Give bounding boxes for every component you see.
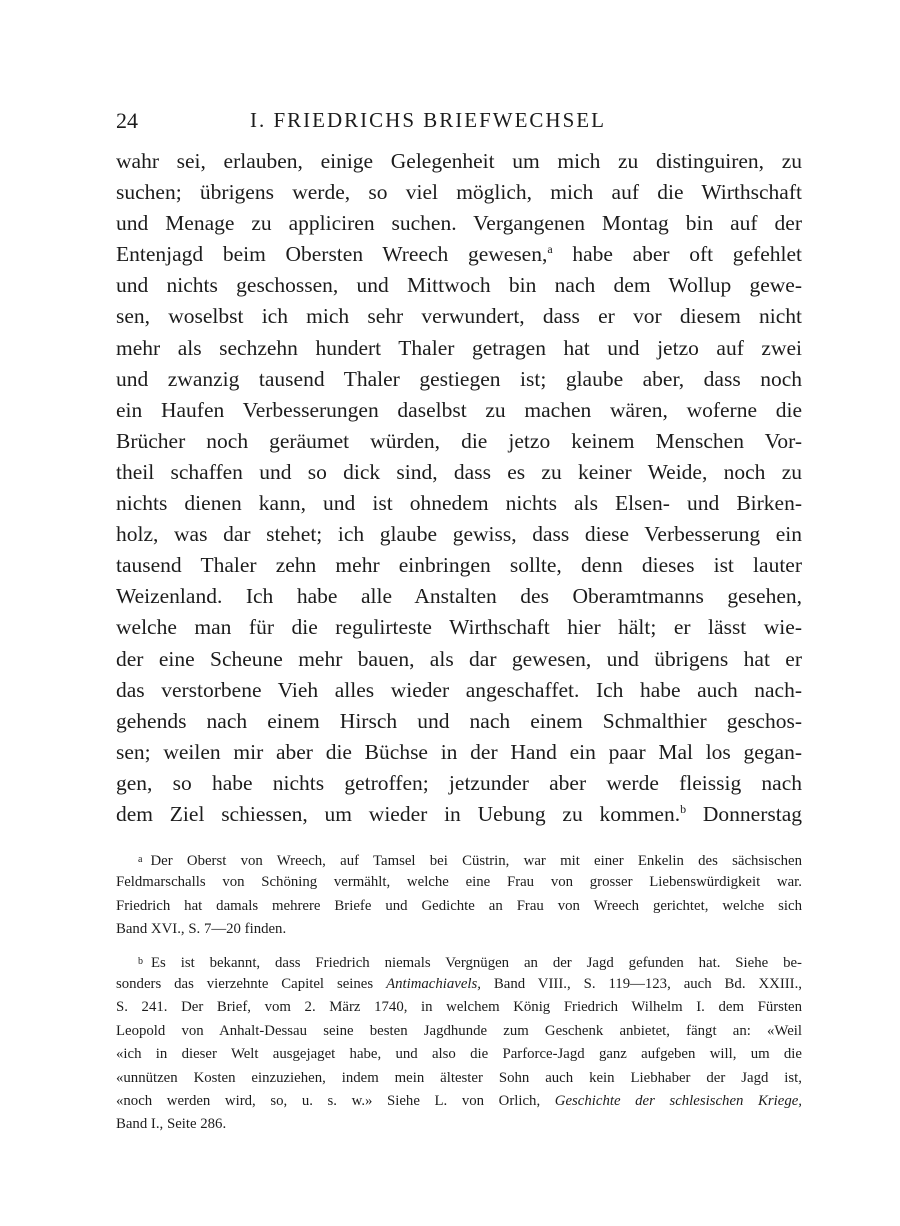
running-title: I. FRIEDRICHS BRIEFWECHSEL — [250, 108, 606, 132]
footnotes — [116, 848, 802, 1137]
text-line-part: dem Ziel schiessen, um wieder in Uebung zu kommen. — [116, 801, 681, 826]
text-line: wahr sei, erlauben, einige Gelegenheit um mich zu distinguiren, zu — [116, 149, 802, 173]
text-line — [116, 799, 802, 830]
book-title-geschichte: Geschichte der schlesischen Kriege, — [554, 1092, 802, 1109]
text-line: und zwanzig tausend Thaler gestiegen ist; glaube aber, dass noch — [116, 366, 802, 391]
text-line: mehr als sechzehn hundert Thaler getragen hat und jetzo auf zwei — [116, 335, 802, 360]
footnote-b-line: Band I., Seite 286. — [116, 1116, 227, 1133]
footnote-b-line — [116, 950, 802, 973]
footnote-a-mark: a — [138, 854, 143, 865]
text-line-part: habe aber oft gefehlet — [572, 242, 802, 267]
footnote-text: Es ist bekannt, dass Friedrich niemals Vergnügen an der Jagd gefunden hat. Siehe be- — [151, 954, 802, 971]
text-line: tausend Thaler zehn mehr einbringen sollte, denn dieses ist lauter — [116, 553, 802, 578]
footnote-b-line: S. 241. Der Brief, vom 2. März 1740, in welchem König Friedrich Wilhelm I. dem Fürsten — [116, 999, 802, 1016]
footnote-a-line: Friedrich hat damals mehrere Briefe und Gedichte an Frau von Wreech gerichtet, welche sich — [116, 897, 802, 914]
text-line: holz, was dar stehet; ich glaube gewiss, dass diese Verbesserung ein — [116, 522, 802, 547]
text-line: Brücher noch geräumet würden, die jetzo keinem Menschen Vor- — [116, 428, 802, 453]
text-line-part: Donnerstag — [702, 801, 802, 826]
footnote-ref-a: a — [547, 242, 553, 257]
footnote-a-line: Feldmarschalls von Schöning vermählt, welche eine Frau von grosser Liebenswürdigkeit war. — [116, 874, 802, 891]
footnote-b-line — [116, 973, 802, 996]
main-text — [116, 146, 802, 830]
text-line-part: Entenjagd beim Obersten Wreech gewesen, — [116, 242, 548, 267]
footnote-a-line — [116, 848, 802, 871]
page-header — [116, 108, 796, 148]
footnote-text: «noch werden wird, so, u. s. w.» Siehe L. von Orlich, — [116, 1092, 541, 1109]
text-line: suchen; übrigens werde, so viel möglich, mich auf die Wirthschaft — [116, 180, 802, 205]
footnote-ref-b: b — [680, 801, 687, 816]
footnote-b-line: «unnützen Kosten einzuziehen, indem mein ältester Sohn auch kein Liebhaber der Jagd ist, — [116, 1069, 802, 1086]
footnote-text: Der Oberst von Wreech, auf Tamsel bei Cüstrin, war mit einer Enkelin des sächsischen — [150, 853, 802, 869]
text-line: und nichts geschossen, und Mittwoch bin nach dem Wollup gewe- — [116, 273, 802, 298]
footnote-text: Band VIII., S. 119—123, auch Bd. XXIII., — [493, 975, 802, 992]
text-line: sen, woselbst ich mich sehr verwundert, dass er vor diesem nicht — [116, 304, 802, 329]
book-title-antimachiavel: Antimachiavels, — [386, 975, 481, 992]
text-line: Weizenland. Ich habe alle Anstalten des Oberamtmanns gesehen, — [116, 584, 802, 609]
text-line: ein Haufen Verbesserungen daselbst zu machen wären, woferne die — [116, 397, 802, 422]
text-line: gehends nach einem Hirsch und nach einem Schmalthier geschos- — [116, 708, 802, 733]
footnote-b-line: Leopold von Anhalt-Dessau seine besten Jagdhunde zum Geschenk anbietet, fängt an: «Weil — [116, 1022, 802, 1039]
text-line: theil schaffen und so dick sind, dass es zu keiner Weide, noch zu — [116, 459, 802, 484]
footnote-b-line: «ich in dieser Welt ausgejaget habe, und also die Parforce-Jagd ganz aufgeben will, um die — [116, 1046, 802, 1063]
text-line: und Menage zu appliciren suchen. Vergangenen Montag bin auf der — [116, 211, 802, 236]
footnote-b-mark: b — [138, 955, 143, 967]
footnote-a-line: Band XVI., S. 7—20 finden. — [116, 921, 287, 938]
text-line: sen; weilen mir aber die Büchse in der Hand ein paar Mal los gegan- — [116, 739, 802, 764]
footnote-text: sonders das vierzehnte Capitel seines — [116, 975, 374, 992]
page-number: 24 — [116, 108, 138, 133]
text-line: nichts dienen kann, und ist ohnedem nichts als Elsen- und Birken- — [116, 491, 802, 516]
text-line: das verstorbene Vieh alles wieder angeschaffet. Ich habe auch nach- — [116, 677, 802, 702]
text-line — [116, 239, 802, 270]
text-line: welche man für die regulirteste Wirthschaft hier hält; er lässt wie- — [116, 615, 802, 640]
text-line: gen, so habe nichts getroffen; jetzunder aber werde fleissig nach — [116, 770, 802, 795]
footnote-b-line — [116, 1090, 802, 1113]
text-line: der eine Scheune mehr bauen, als dar gewesen, und übrigens hat er — [116, 646, 802, 671]
